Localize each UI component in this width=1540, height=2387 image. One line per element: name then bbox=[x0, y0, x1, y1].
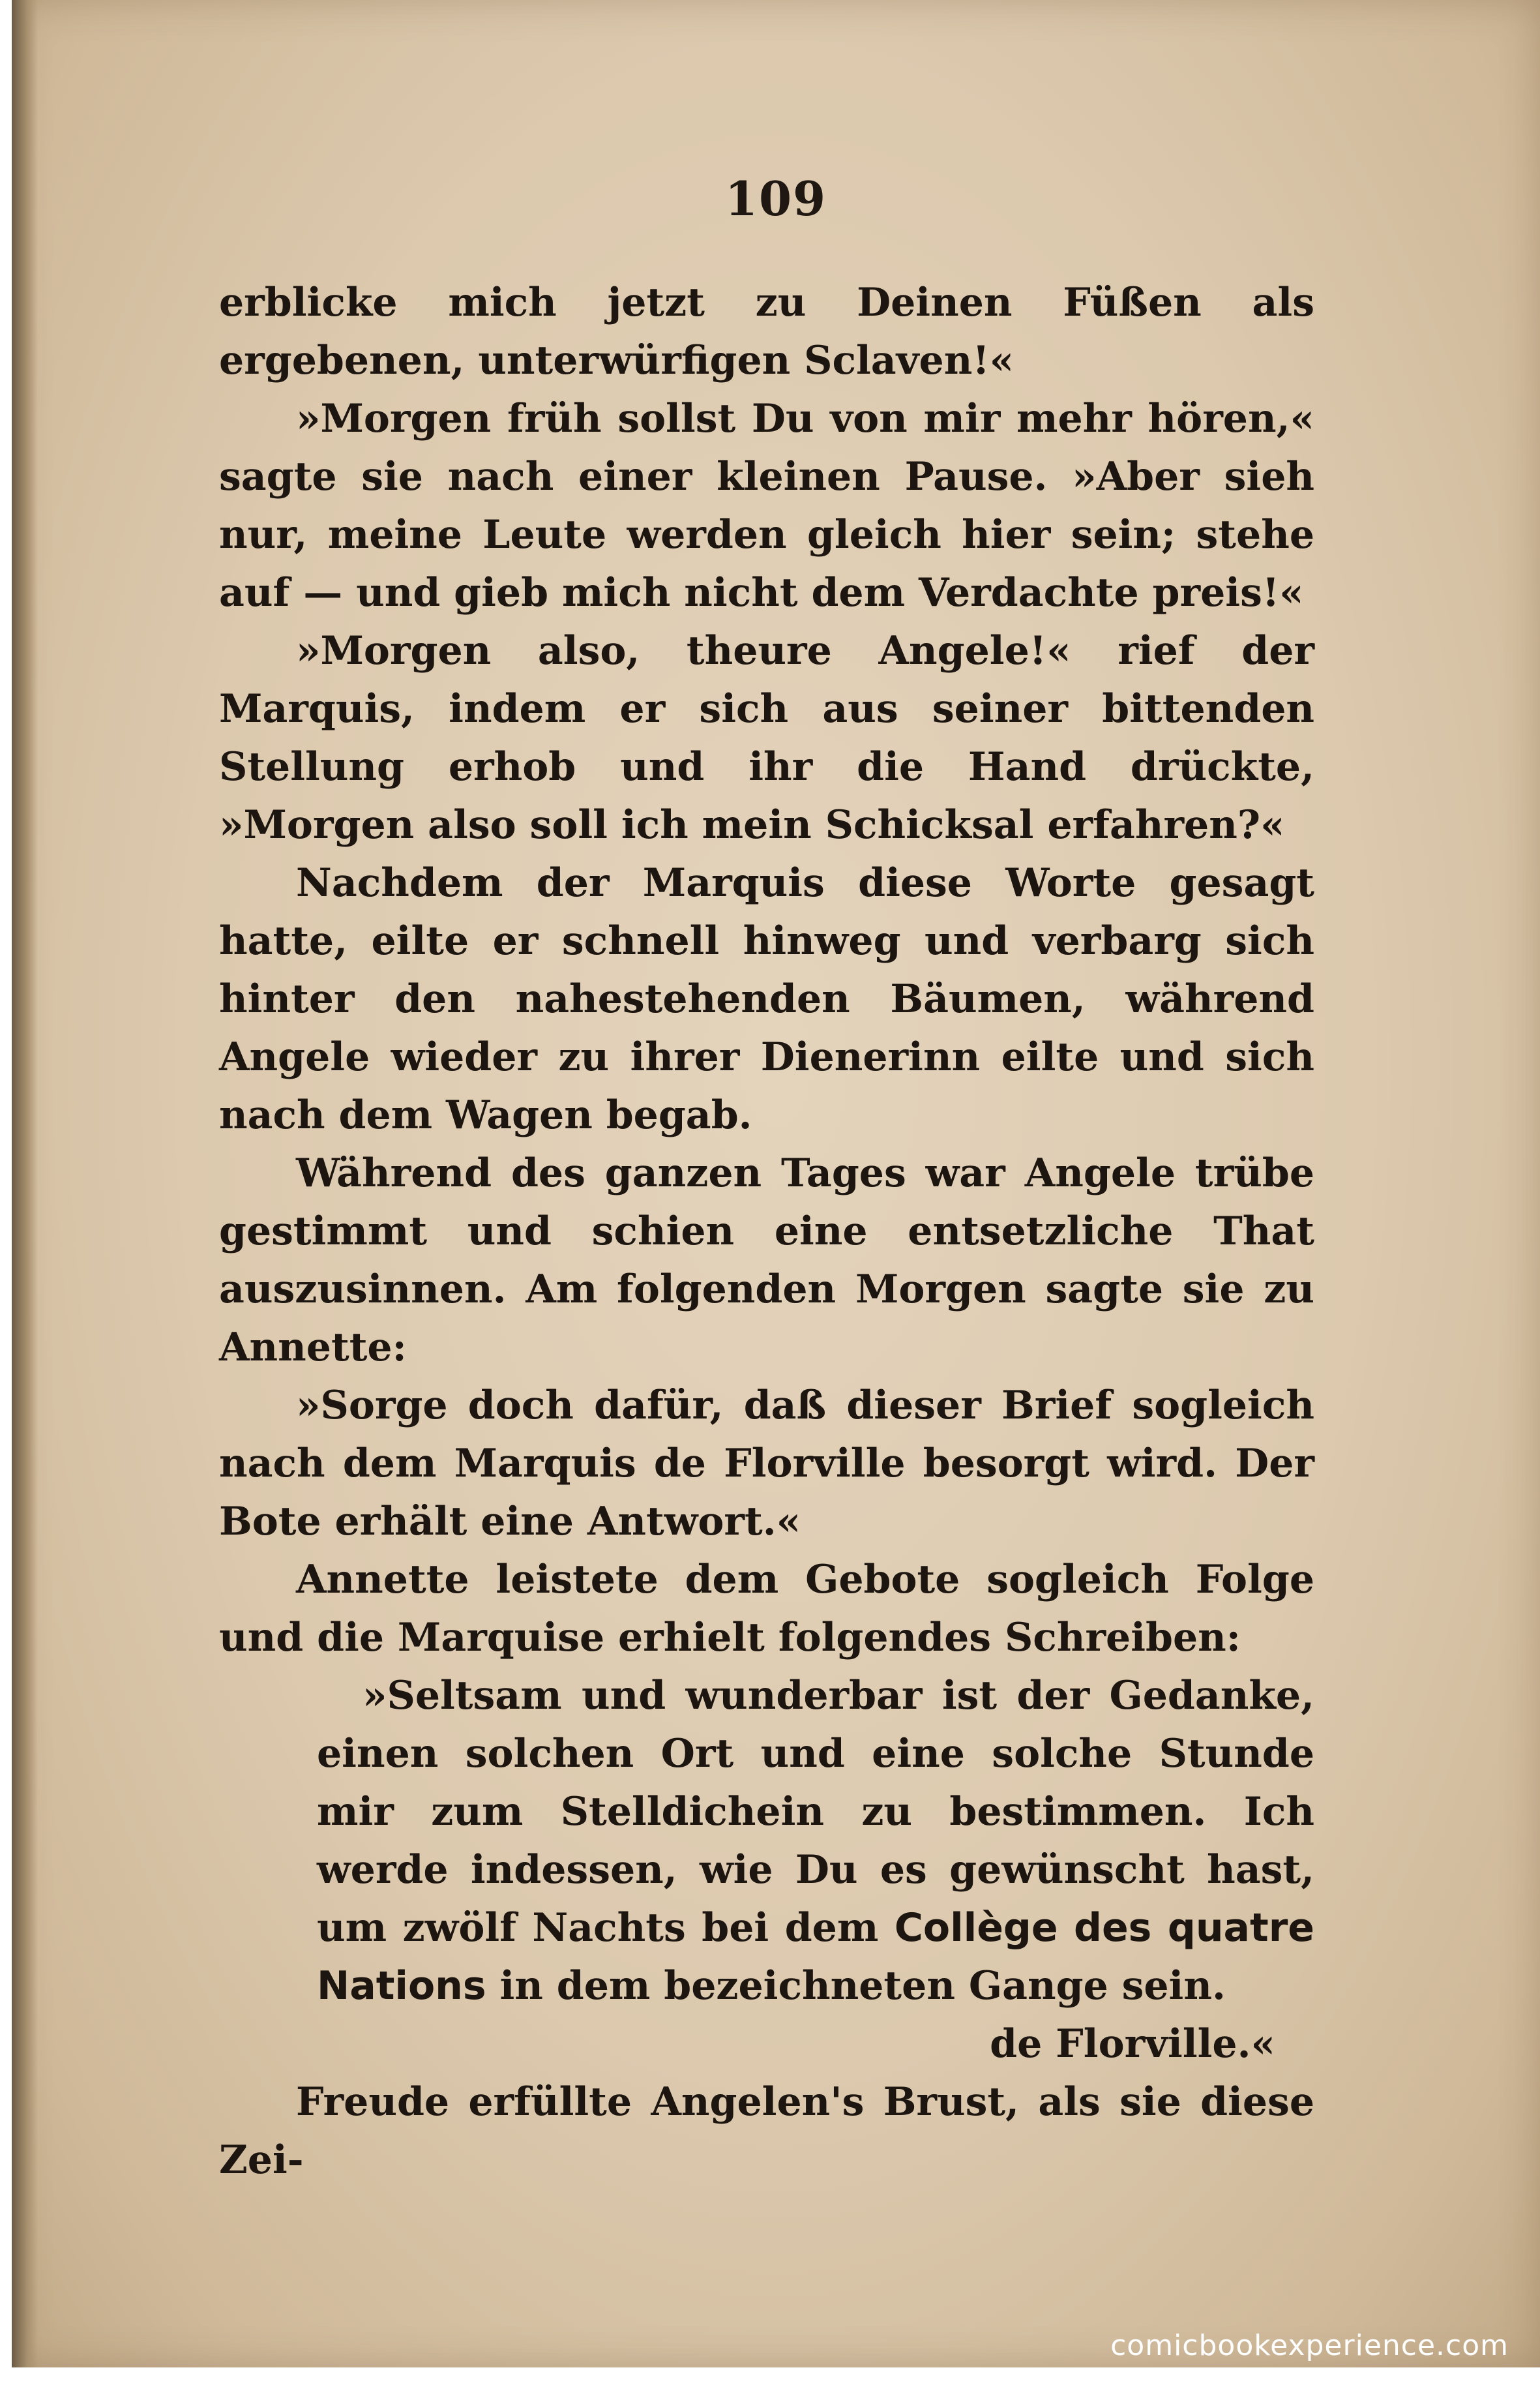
letter-text bbox=[317, 1667, 1314, 2015]
page-number: 109 bbox=[724, 171, 827, 226]
letter-signature: de Florville.« bbox=[990, 2021, 1275, 2067]
paragraph-narration-1: Nachdem der Marquis diese Worte gesagt hatte, eilte er schnell hinweg und verbarg sich hinter den nahestehenden Bäumen, während Angele wieder zu ihrer Dienerinn eilte und sich nach dem Wagen begab. bbox=[219, 860, 1314, 1138]
paragraph-dialogue-1: »Morgen früh sollst Du von mir mehr hören,« sagte sie nach einer kleinen Pause. »Aber sieh nur, meine Leute werden gleich hier sein; stehe auf — und gieb mich nicht dem Verdachte preis!« bbox=[219, 396, 1314, 616]
paragraph-final: Freude erfüllte Angelen's Brust, als sie diese Zei- bbox=[219, 2079, 1314, 2183]
letter-text-part-2: in dem bezeichneten Gange sein. bbox=[486, 1963, 1226, 2009]
watermark-text: comicbookexperience.com bbox=[1110, 2329, 1509, 2362]
letter-roman-name: Collège des quatre Nations bbox=[317, 1905, 1314, 2009]
page-binding-edge bbox=[12, 0, 38, 2367]
book-page bbox=[12, 0, 1540, 2367]
paragraph-narration-3: Annette leistete dem Gebote sogleich Folge und die Marquise erhielt folgendes Schreiben: bbox=[219, 1557, 1314, 1660]
paragraph-dialogue-2: »Morgen also, theure Angele!« rief der Marquis, indem er sich aus seiner bittenden Stellung erhob und ihr die Hand drückte, »Morgen also soll ich mein Schicksal erfahren?« bbox=[219, 628, 1314, 848]
paragraph-continuation: erblicke mich jetzt zu Deinen Füßen als ergebenen, unterwürfigen Sclaven!« bbox=[219, 280, 1314, 383]
body-text bbox=[219, 274, 1314, 2189]
letter-text-part-1: »Seltsam und wunderbar ist der Gedanke, einen solchen Ort und eine solche Stunde mir zum Stelldichein zu bestimmen. Ich werde indessen, wie Du es gewünscht hast, um zwölf Nachts bei dem bbox=[317, 1673, 1314, 1951]
paragraph-narration-2: Während des ganzen Tages war Angele trübe gestimmt und schien eine entsetzliche That auszusinnen. Am folgenden Morgen sagte sie zu Annette: bbox=[219, 1150, 1314, 1370]
paragraph-dialogue-3: »Sorge doch dafür, daß dieser Brief sogleich nach dem Marquis de Florville besorgt wird. Der Bote erhält eine Antwort.« bbox=[219, 1383, 1314, 1544]
